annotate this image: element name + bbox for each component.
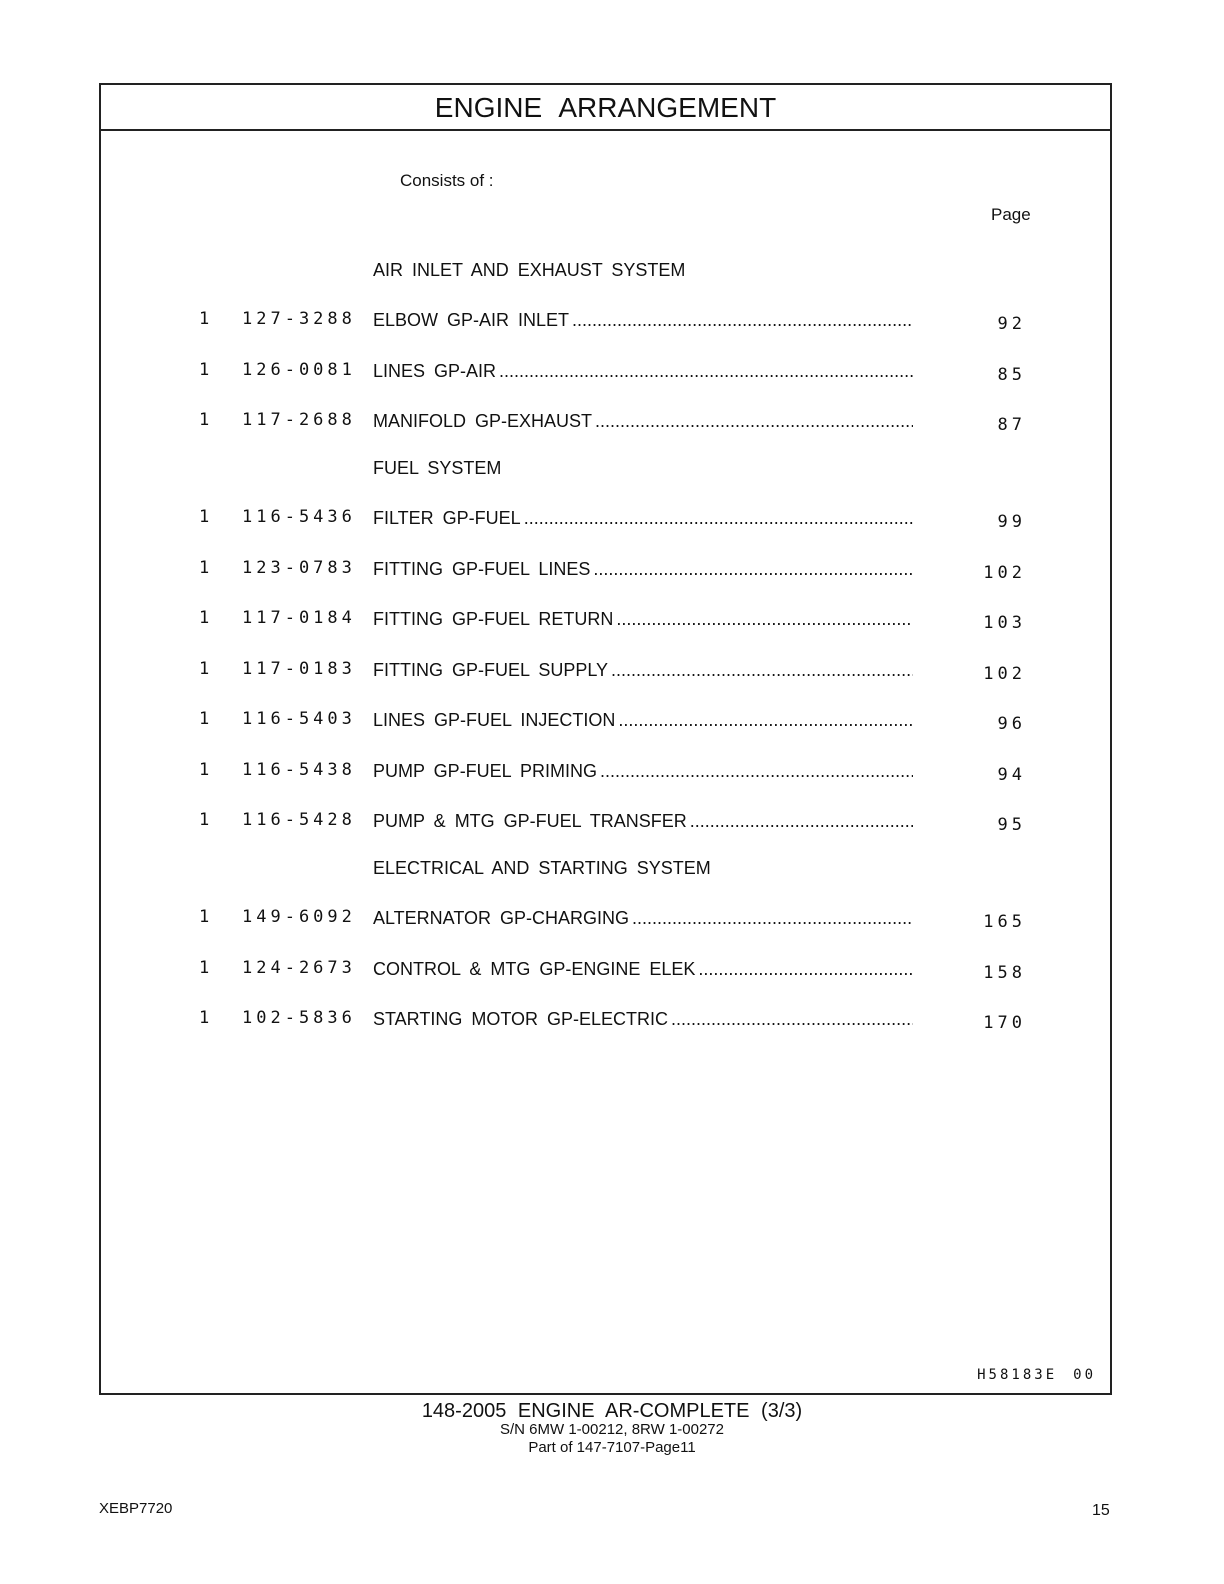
item-description: ELBOW GP-AIR INLET: [373, 310, 570, 330]
item-page: 95: [997, 815, 1026, 835]
item-description: CONTROL & MTG GP-ENGINE ELEK: [373, 959, 696, 979]
list-item: [101, 1008, 1110, 1038]
dot-leader: [499, 361, 913, 382]
item-description: ALTERNATOR GP-CHARGING: [373, 908, 630, 928]
list-item: [101, 958, 1110, 988]
dot-leader: [618, 710, 913, 731]
item-part-number: 127-3288: [242, 309, 356, 329]
list-item: [101, 507, 1110, 537]
item-page: 94: [997, 765, 1026, 785]
item-qty: 1: [199, 810, 210, 830]
item-description: FITTING GP-FUEL SUPPLY: [373, 660, 609, 680]
item-qty: 1: [199, 360, 210, 380]
item-qty: 1: [199, 958, 210, 978]
item-part-number: 117-2688: [242, 410, 356, 430]
item-qty: 1: [199, 760, 210, 780]
section-heading: FUEL SYSTEM: [373, 458, 502, 478]
page-number: 15: [1092, 1502, 1110, 1519]
dot-leader: [572, 310, 913, 331]
section-heading: AIR INLET AND EXHAUST SYSTEM: [373, 260, 686, 280]
item-part-number: 117-0184: [242, 608, 356, 628]
dot-leader: [632, 908, 913, 929]
dot-leader: [690, 811, 913, 832]
item-page: 158: [983, 963, 1026, 983]
item-page: 87: [997, 415, 1026, 435]
document-id: XEBP7720: [99, 1500, 173, 1517]
item-qty: 1: [199, 507, 210, 527]
footer-serial: S/N 6MW 1-00212, 8RW 1-00272: [500, 1421, 724, 1438]
list-item: [101, 558, 1110, 588]
page-title: ENGINE ARRANGEMENT: [101, 85, 1110, 131]
item-part-number: 123-0783: [242, 558, 356, 578]
dot-leader: [600, 761, 913, 782]
consists-of-label: Consists of :: [400, 171, 494, 190]
list-item: [101, 760, 1110, 790]
item-description: PUMP GP-FUEL PRIMING: [373, 761, 598, 781]
list-item: [101, 360, 1110, 390]
list-item: [101, 810, 1110, 840]
item-page: 170: [983, 1013, 1026, 1033]
list-item: [101, 709, 1110, 739]
dot-leader: [611, 660, 913, 681]
item-page: 165: [983, 912, 1026, 932]
list-item: [101, 309, 1110, 339]
item-qty: 1: [199, 1008, 210, 1028]
item-part-number: 124-2673: [242, 958, 356, 978]
item-page: 92: [997, 314, 1026, 334]
item-description: FILTER GP-FUEL: [373, 508, 521, 528]
item-qty: 1: [199, 309, 210, 329]
item-description: MANIFOLD GP-EXHAUST: [373, 411, 593, 431]
item-qty: 1: [199, 659, 210, 679]
illustration-code: [977, 1367, 1096, 1383]
item-part-number: 116-5428: [242, 810, 356, 830]
dot-leader: [698, 959, 913, 980]
item-page: 103: [983, 613, 1026, 633]
item-page: 99: [997, 512, 1026, 532]
footer-title: 148-2005 ENGINE AR-COMPLETE (3/3): [421, 1400, 803, 1422]
item-qty: 1: [199, 558, 210, 578]
item-part-number: 116-5436: [242, 507, 356, 527]
item-part-number: 116-5438: [242, 760, 356, 780]
list-item: [101, 608, 1110, 638]
dot-leader: [671, 1009, 913, 1030]
illustration-code-id: H58183E: [977, 1367, 1058, 1383]
item-qty: 1: [199, 608, 210, 628]
dot-leader: [595, 411, 913, 432]
dot-leader: [616, 609, 913, 630]
item-qty: 1: [199, 410, 210, 430]
item-part-number: 126-0081: [242, 360, 356, 380]
item-description: FITTING GP-FUEL RETURN: [373, 609, 614, 629]
item-description: LINES GP-FUEL INJECTION: [373, 710, 616, 730]
illustration-code-rev: 00: [1073, 1367, 1096, 1383]
item-description: PUMP & MTG GP-FUEL TRANSFER: [373, 811, 687, 831]
item-description: LINES GP-AIR: [373, 361, 497, 381]
item-part-number: 102-5836: [242, 1008, 356, 1028]
item-page: 85: [997, 365, 1026, 385]
item-page: 96: [997, 714, 1026, 734]
list-item: [101, 410, 1110, 440]
item-page: 102: [983, 664, 1026, 684]
item-description: STARTING MOTOR GP-ELECTRIC: [373, 1009, 669, 1029]
item-part-number: 116-5403: [242, 709, 356, 729]
list-item: [101, 659, 1110, 689]
list-item: [101, 907, 1110, 937]
parts-list-frame: [99, 83, 1112, 1395]
dot-leader: [593, 559, 913, 580]
dot-leader: [524, 508, 913, 529]
item-page: 102: [983, 563, 1026, 583]
item-part-number: 117-0183: [242, 659, 356, 679]
page-column-header: Page: [991, 205, 1031, 224]
item-description: FITTING GP-FUEL LINES: [373, 559, 591, 579]
item-qty: 1: [199, 907, 210, 927]
section-heading: ELECTRICAL AND STARTING SYSTEM: [373, 858, 711, 878]
item-part-number: 149-6092: [242, 907, 356, 927]
item-qty: 1: [199, 709, 210, 729]
footer-part-of: Part of 147-7107-Page11: [528, 1439, 696, 1456]
